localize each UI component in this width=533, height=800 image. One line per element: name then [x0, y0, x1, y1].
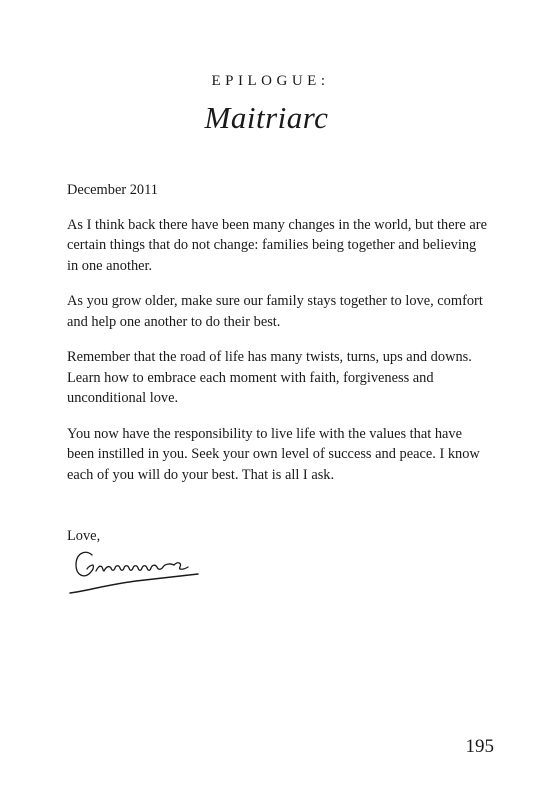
letter-date: December 2011	[67, 182, 158, 198]
page-title: Maitriarc	[204, 100, 329, 135]
letter-paragraph: As I think back there have been many changes in the world, but there are certain things that do not change: families being together and believing in one another.	[67, 216, 487, 274]
letter-paragraph: Remember that the road of life has many twists, turns, ups and downs. Learn how to embrace each moment with faith, forgiveness and unconditional love.	[67, 349, 472, 406]
letter-paragraph: You now have the responsibility to live life with the values that have been instilled in you. Seek your own level of success and peace. I know each of you will do your best. That is all I ask.	[67, 425, 480, 483]
page-number: 195	[465, 736, 494, 757]
letter-body	[67, 180, 487, 500]
section-heading: EPILOGUE:	[211, 73, 330, 89]
letter-paragraph: As you grow older, make sure our family stays together to love, comfort and help one another to do their best.	[67, 293, 483, 330]
handwritten-signature	[66, 543, 206, 603]
letter-closing: Love,	[67, 528, 101, 544]
